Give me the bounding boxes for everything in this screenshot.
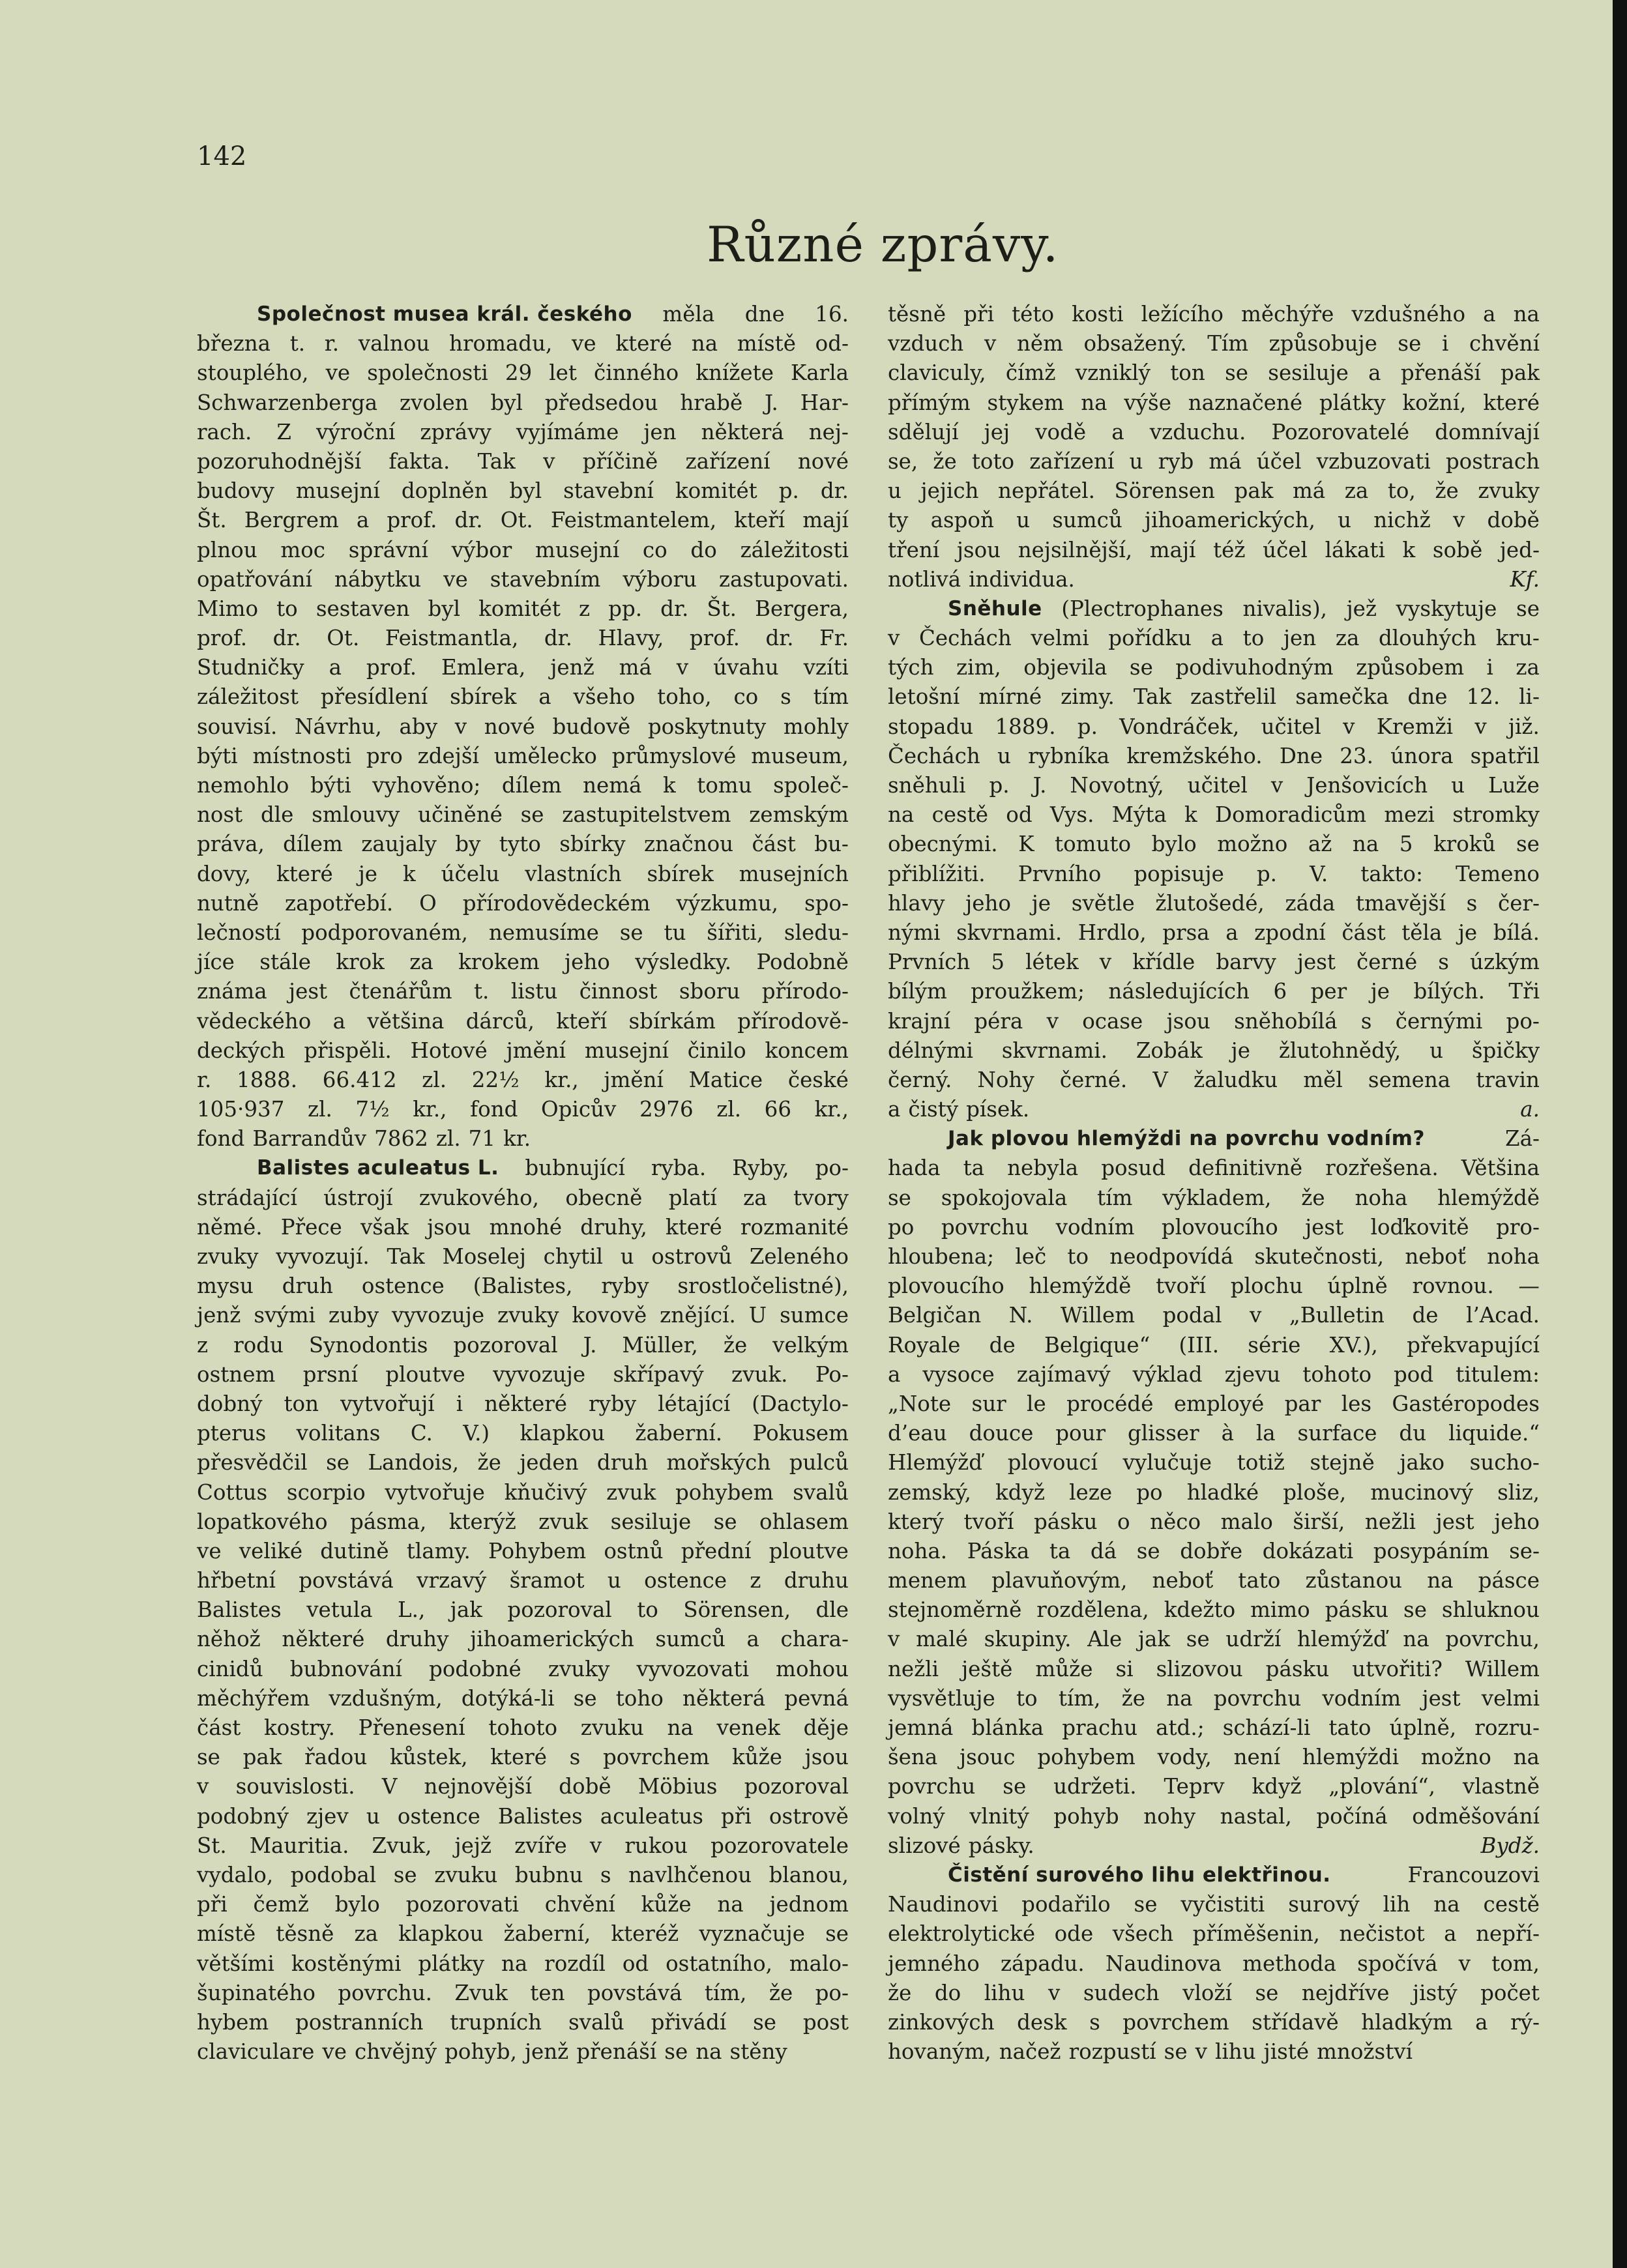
text-line: a vysoce zajímavý výklad zjevu tohoto pod titulem: bbox=[888, 1361, 1540, 1387]
text-line: deckých přispěli. Hotové jmění musejní činilo koncem bbox=[197, 1038, 849, 1063]
text-line: noha. Páska ta dá se dobře dokázati posypáním se- bbox=[888, 1538, 1540, 1563]
text-line: v malé skupiny. Ale jak se udrží hlemýžď na povrchu, bbox=[888, 1627, 1540, 1652]
text-line: letošní mírné zimy. Tak zastřelil samečka dne 12. li- bbox=[888, 684, 1540, 710]
text-line: se spokojovala tím výkladem, že noha hlemýždě bbox=[888, 1185, 1540, 1210]
text-line: jemného západu. Naudinova methoda spočívá v tom, bbox=[888, 1951, 1540, 1976]
text-line: měchýřem vzdušným, dotýká-li se toho některá pevná bbox=[197, 1685, 849, 1711]
text-line: němé. Přece však jsou mnohé druhy, které rozmanité bbox=[197, 1214, 849, 1240]
text-line: přesvědčil se Landois, že jeden druh mořských pulců bbox=[197, 1450, 849, 1476]
text-line: hybem postranních trupních svalů přivádí se post bbox=[197, 2009, 849, 2035]
text-line: Balistes aculeatus L. bubnující ryba. Ryby, po- bbox=[197, 1154, 849, 1183]
text-line: prof. dr. Ot. Feistmantla, dr. Hlavy, prof. dr. Fr. bbox=[197, 626, 849, 651]
text-line: délnými skvrnami. Zobák je žlutohnědý, u špičky bbox=[888, 1038, 1540, 1063]
text-line: nežli ještě může si slizovou pásku utvořiti? Willem bbox=[888, 1656, 1540, 1681]
text-line: místě těsně za klapkou žaberní, kteréž vyznačuje se bbox=[197, 1921, 849, 1947]
text-line: těsně při této kosti ležícího měchýře vzdušného a na bbox=[888, 302, 1540, 327]
paragraph-heading: Čistění surového lihu elektřinou. bbox=[948, 1863, 1331, 1887]
page-title: Různé zprávy. bbox=[707, 216, 1059, 273]
text-line: hloubena; leč to neodpovídá skutečnosti, neboť noha bbox=[888, 1244, 1540, 1269]
text-line: stopadu 1889. p. Vondráček, učitel v Kremži v již. bbox=[888, 714, 1540, 739]
text-line: práva, dílem zaujaly by tyto sbírky značnou část bu- bbox=[197, 832, 849, 857]
text-line: Studničky a prof. Emlera, jenž má v úvahu vzíti bbox=[197, 655, 849, 680]
text-line: pterus volitans C. V.) klapkou žaberní. Pokusem bbox=[197, 1421, 849, 1446]
text-line: z rodu Synodontis pozoroval J. Müller, že velkým bbox=[197, 1332, 849, 1358]
text-line: se pak řadou kůstek, které s povrchem kůže jsou bbox=[197, 1745, 849, 1770]
text-line: vydalo, podobal se zvuku bubnu s navlhčenou blanou, bbox=[197, 1862, 849, 1887]
text-line: Belgičan N. Willem podal v „Bulletin de l’Acad. bbox=[888, 1303, 1540, 1328]
text-line: dovy, které je k účelu vlastních sbírek musejních bbox=[197, 861, 849, 886]
text-line: Společnost musea král. českého měla dne 16. bbox=[197, 300, 849, 329]
left-column bbox=[197, 300, 849, 2067]
text-line: při čemž bylo pozorovati chvění kůže na jednom bbox=[197, 1892, 849, 1917]
text-line: hovaným, načež rozpustí se v lihu jisté množství bbox=[888, 2039, 1413, 2065]
text-line: něhož některé druhy jihoamerických sumců a chara- bbox=[197, 1627, 849, 1652]
text-line: přiblížiti. Prvního popisuje p. V. takto: Temeno bbox=[888, 861, 1540, 886]
text-line: nemohlo býti vyhověno; dílem nemá k tomu společ- bbox=[197, 773, 849, 798]
text-line: notlivá individua. Kf. bbox=[888, 565, 1540, 594]
text-line: Cottus scorpio vytvořuje kňučivý zvuk pohybem svalů bbox=[197, 1479, 849, 1505]
text-line: souvisí. Návrhu, aby v nové budově poskytnuty mohly bbox=[197, 714, 849, 739]
text-line: elektrolytické ode všech příměšenin, nečistot a nepří- bbox=[888, 1921, 1540, 1947]
paragraph-heading: Balistes aculeatus L. bbox=[257, 1156, 499, 1180]
text-line: na cestě od Vys. Mýta k Domoradicům mezi stromky bbox=[888, 802, 1540, 828]
text-line: St. Mauritia. Zvuk, jejž zvíře v rukou pozorovatele bbox=[197, 1833, 849, 1858]
paragraph-heading: Společnost musea král. českého bbox=[257, 302, 632, 326]
text-line: většími kostěnými plátky na rozdíl od ostatního, malo- bbox=[197, 1951, 849, 1976]
text-line: šupinatého povrchu. Zvuk ten povstává tím, že po- bbox=[197, 1980, 849, 2005]
text-line: přímým stykem na výše naznačené plátky kožní, které bbox=[888, 390, 1540, 415]
text-line: cinidů bubnování podobné zvuky vyvozovati mohou bbox=[197, 1656, 849, 1681]
text-line: Mimo to sestaven byl komitét z pp. dr. Št. Bergera, bbox=[197, 596, 849, 621]
text-line: Balistes vetula L., jak pozoroval to Sörensen, dle bbox=[197, 1597, 849, 1623]
text-line: sdělují jej vodě a vzduchu. Pozorovatelé domnívají bbox=[888, 419, 1540, 444]
text-line: se, že toto zařízení u ryb má účel vzbuzovati postrach bbox=[888, 448, 1540, 474]
text-line: záležitost přesídlení sbírek a všeho toho, co s tím bbox=[197, 684, 849, 710]
text-line: vědeckého a většina dárců, kteří sbírkám přírodově- bbox=[197, 1008, 849, 1034]
text-line: budovy musejní doplněn byl stavební komitét p. dr. bbox=[197, 478, 849, 504]
text-line: že do lihu v sudech vloží se nejdříve jistý počet bbox=[888, 1980, 1540, 2005]
text-line: Hlemýžď plovoucí vylučuje totiž stejně jako sucho- bbox=[888, 1450, 1540, 1476]
text-line: r. 1888. 66.412 zl. 22½ kr., jmění Matice české bbox=[197, 1067, 849, 1092]
text-line: tých zim, objevila se podivuhodným způsobem i za bbox=[888, 655, 1540, 680]
text-line: plnou moc správní výbor musejní co do záležitosti bbox=[197, 537, 849, 562]
text-line: d’eau douce pour glisser à la surface du liquide.“ bbox=[888, 1421, 1540, 1446]
text-line: pozoruhodnější fakta. Tak v příčině zařízení nové bbox=[197, 448, 849, 474]
text-line: opatřování nábytku ve stavebním výboru zastupovati. bbox=[197, 566, 849, 592]
text-line: v souvislosti. V nejnovější době Möbius pozoroval bbox=[197, 1774, 849, 1799]
author-signature: Kf. bbox=[1510, 566, 1540, 592]
text-line: Schwarzenberga zvolen byl předsedou hrabě J. Har- bbox=[197, 390, 849, 415]
text-line: obecnými. K tomuto bylo možno až na 5 kroků se bbox=[888, 832, 1540, 857]
text-line: claviculare ve chvějný pohyb, jenž přenáší se na stěny bbox=[197, 2039, 787, 2065]
text-line: 105·937 zl. 7½ kr., fond Opicův 2976 zl. 66 kr., bbox=[197, 1097, 849, 1122]
text-line: bílým proužkem; následujících 6 per je bílých. Tři bbox=[888, 979, 1540, 1004]
text-line: stejnoměrně rozdělena, kdežto mimo pásku se shluknou bbox=[888, 1597, 1540, 1623]
text-line: jemná blánka prachu atd.; schází-li tato úplně, rozru- bbox=[888, 1715, 1540, 1740]
text-line: zinkových desk s povrchem střídavě hladkým a rý- bbox=[888, 2009, 1540, 2035]
text-line: claviculy, čímž vzniklý ton se sesiluje a přenáší pak bbox=[888, 360, 1540, 386]
text-line: Sněhule (Plectrophanes nivalis), jež vyskytuje se bbox=[888, 594, 1540, 624]
right-column bbox=[888, 300, 1540, 2067]
text-line: strádající ústrojí zvukového, obecně platí za tvory bbox=[197, 1185, 849, 1210]
text-line: podobný zjev u ostence Balistes aculeatus při ostrově bbox=[197, 1803, 849, 1829]
text-line: volný vlnitý pohyb nohy nastal, počíná odměšování bbox=[888, 1803, 1540, 1829]
paragraph-heading: Jak plovou hlemýždi na povrchu vodním? bbox=[948, 1127, 1425, 1151]
text-line: Čechách u rybníka kremžského. Dne 23. února spatřil bbox=[888, 743, 1540, 768]
text-line: stouplého, ve společnosti 29 let činného knížete Karla bbox=[197, 360, 849, 386]
text-line: který tvoří pásku o něco malo širší, nežli jest jeho bbox=[888, 1509, 1540, 1534]
text-line: povrchu se udržeti. Teprv když „plování“, vlastně bbox=[888, 1774, 1540, 1799]
text-line: šena jsouc pohybem vody, není hlemýždi možno na bbox=[888, 1745, 1540, 1770]
paragraph-heading: Sněhule bbox=[948, 596, 1042, 620]
text-line: Naudinovi podařilo se vyčistiti surový lih na cestě bbox=[888, 1892, 1540, 1917]
text-line: ve veliké dutině tlamy. Pohybem ostnů přední ploutve bbox=[197, 1538, 849, 1563]
text-line: hřbetní povstává vrzavý šramot u ostence z druhu bbox=[197, 1568, 849, 1593]
text-line: vysvětluje to tím, že na povrchu vodním jest velmi bbox=[888, 1685, 1540, 1711]
author-signature: Bydž. bbox=[1480, 1833, 1540, 1858]
page-number: 142 bbox=[197, 141, 247, 171]
text-line: dobný ton vytvořují i některé ryby létající (Dactylo- bbox=[197, 1391, 849, 1416]
text-line: vzduch v něm obsažený. Tím způsobuje se i chvění bbox=[888, 331, 1540, 356]
text-line: jenž svými zuby vyvozuje zvuky kovově znějící. U sumce bbox=[197, 1303, 849, 1328]
text-line: nutně zapotřebí. O přírodovědeckém výzkumu, spo- bbox=[197, 890, 849, 916]
text-line: známa jest čtenářům t. listu činnost sboru přírodo- bbox=[197, 979, 849, 1004]
text-line: sněhuli p. J. Novotný, učitel v Jenšovicích u Luže bbox=[888, 773, 1540, 798]
text-line: lopatkového pásma, kterýž zvuk sesiluje se ohlasem bbox=[197, 1509, 849, 1534]
text-line: krajní péra v ocase jsou sněhobílá s černými po- bbox=[888, 1008, 1540, 1034]
text-line: v Čechách velmi pořídku a to jen za dlouhých kru- bbox=[888, 626, 1540, 651]
text-line: rach. Z výroční zprávy vyjímáme jen některá nej- bbox=[197, 419, 849, 444]
page-edge bbox=[1613, 0, 1627, 2268]
text-line: Št. Bergrem a prof. dr. Ot. Feistmantelem, kteří mají bbox=[197, 508, 849, 533]
text-line: jíce stále krok za krokem jeho výsledky. Podobně bbox=[197, 950, 849, 975]
text-line: černý. Nohy černé. V žaludku měl semena travin bbox=[888, 1067, 1540, 1092]
text-line: Jak plovou hlemýždi na povrchu vodním? Zá- bbox=[888, 1124, 1540, 1154]
text-line: hada ta nebyla posud definitivně rozřešena. Většina bbox=[888, 1156, 1540, 1181]
text-line: Prvních 5 létek v křídle barvy jest černé s úzkým bbox=[888, 950, 1540, 975]
text-line: nými skvrnami. Hrdlo, prsa a zpodní část těla je bílá. bbox=[888, 920, 1540, 945]
text-line: března t. r. valnou hromadu, ve které na místě od- bbox=[197, 331, 849, 356]
text-line: ostnem prsní ploutve vyvozuje skřípavý zvuk. Po- bbox=[197, 1361, 849, 1387]
text-line: u jejich nepřátel. Sörensen pak má za to, že zvuky bbox=[888, 478, 1540, 504]
text-line: lečností podporovaném, nemusíme se tu šířiti, sledu- bbox=[197, 920, 849, 945]
text-line: část kostry. Přenesení tohoto zvuku na venek děje bbox=[197, 1715, 849, 1740]
text-line: býti místnosti pro zdejší umělecko průmyslové museum, bbox=[197, 743, 849, 768]
text-line: a čistý písek. a. bbox=[888, 1095, 1540, 1124]
text-line: hlavy jeho je světle žlutošedé, záda tmavější s čer- bbox=[888, 890, 1540, 916]
text-line: zvuky vyvozují. Tak Moselej chytil u ostrovů Zeleného bbox=[197, 1244, 849, 1269]
text-line: plovoucího hlemýždě tvoří plochu úplně rovnou. — bbox=[888, 1273, 1540, 1299]
text-line: ty aspoň u sumců jihoamerických, u nichž v době bbox=[888, 508, 1540, 533]
text-line: po povrchu vodním plovoucího jest loďkovitě pro- bbox=[888, 1214, 1540, 1240]
text-line: tření jsou nejsilnější, mají též účel lákati k sobě jed- bbox=[888, 537, 1540, 562]
text-line: menem plavuňovým, neboť tato zůstanou na pásce bbox=[888, 1568, 1540, 1593]
text-line: Royale de Belgique“ (III. série XV.), překvapující bbox=[888, 1332, 1540, 1358]
author-signature: a. bbox=[1520, 1097, 1540, 1122]
text-line: Čistění surového lihu elektřinou. Francouzovi bbox=[888, 1861, 1540, 1890]
text-line: slizové pásky. Bydž. bbox=[888, 1831, 1540, 1861]
text-line: „Note sur le procédé employé par les Gastéropodes bbox=[888, 1391, 1540, 1416]
text-line: fond Barrandův 7862 zl. 71 kr. bbox=[197, 1126, 531, 1152]
text-line: zemský, když leze po hladké ploše, mucinový sliz, bbox=[888, 1479, 1540, 1505]
text-line: nost dle smlouvy učiněné se zastupitelstvem zemským bbox=[197, 802, 849, 828]
text-line: mysu druh ostence (Balistes, ryby srostločelistné), bbox=[197, 1273, 849, 1299]
